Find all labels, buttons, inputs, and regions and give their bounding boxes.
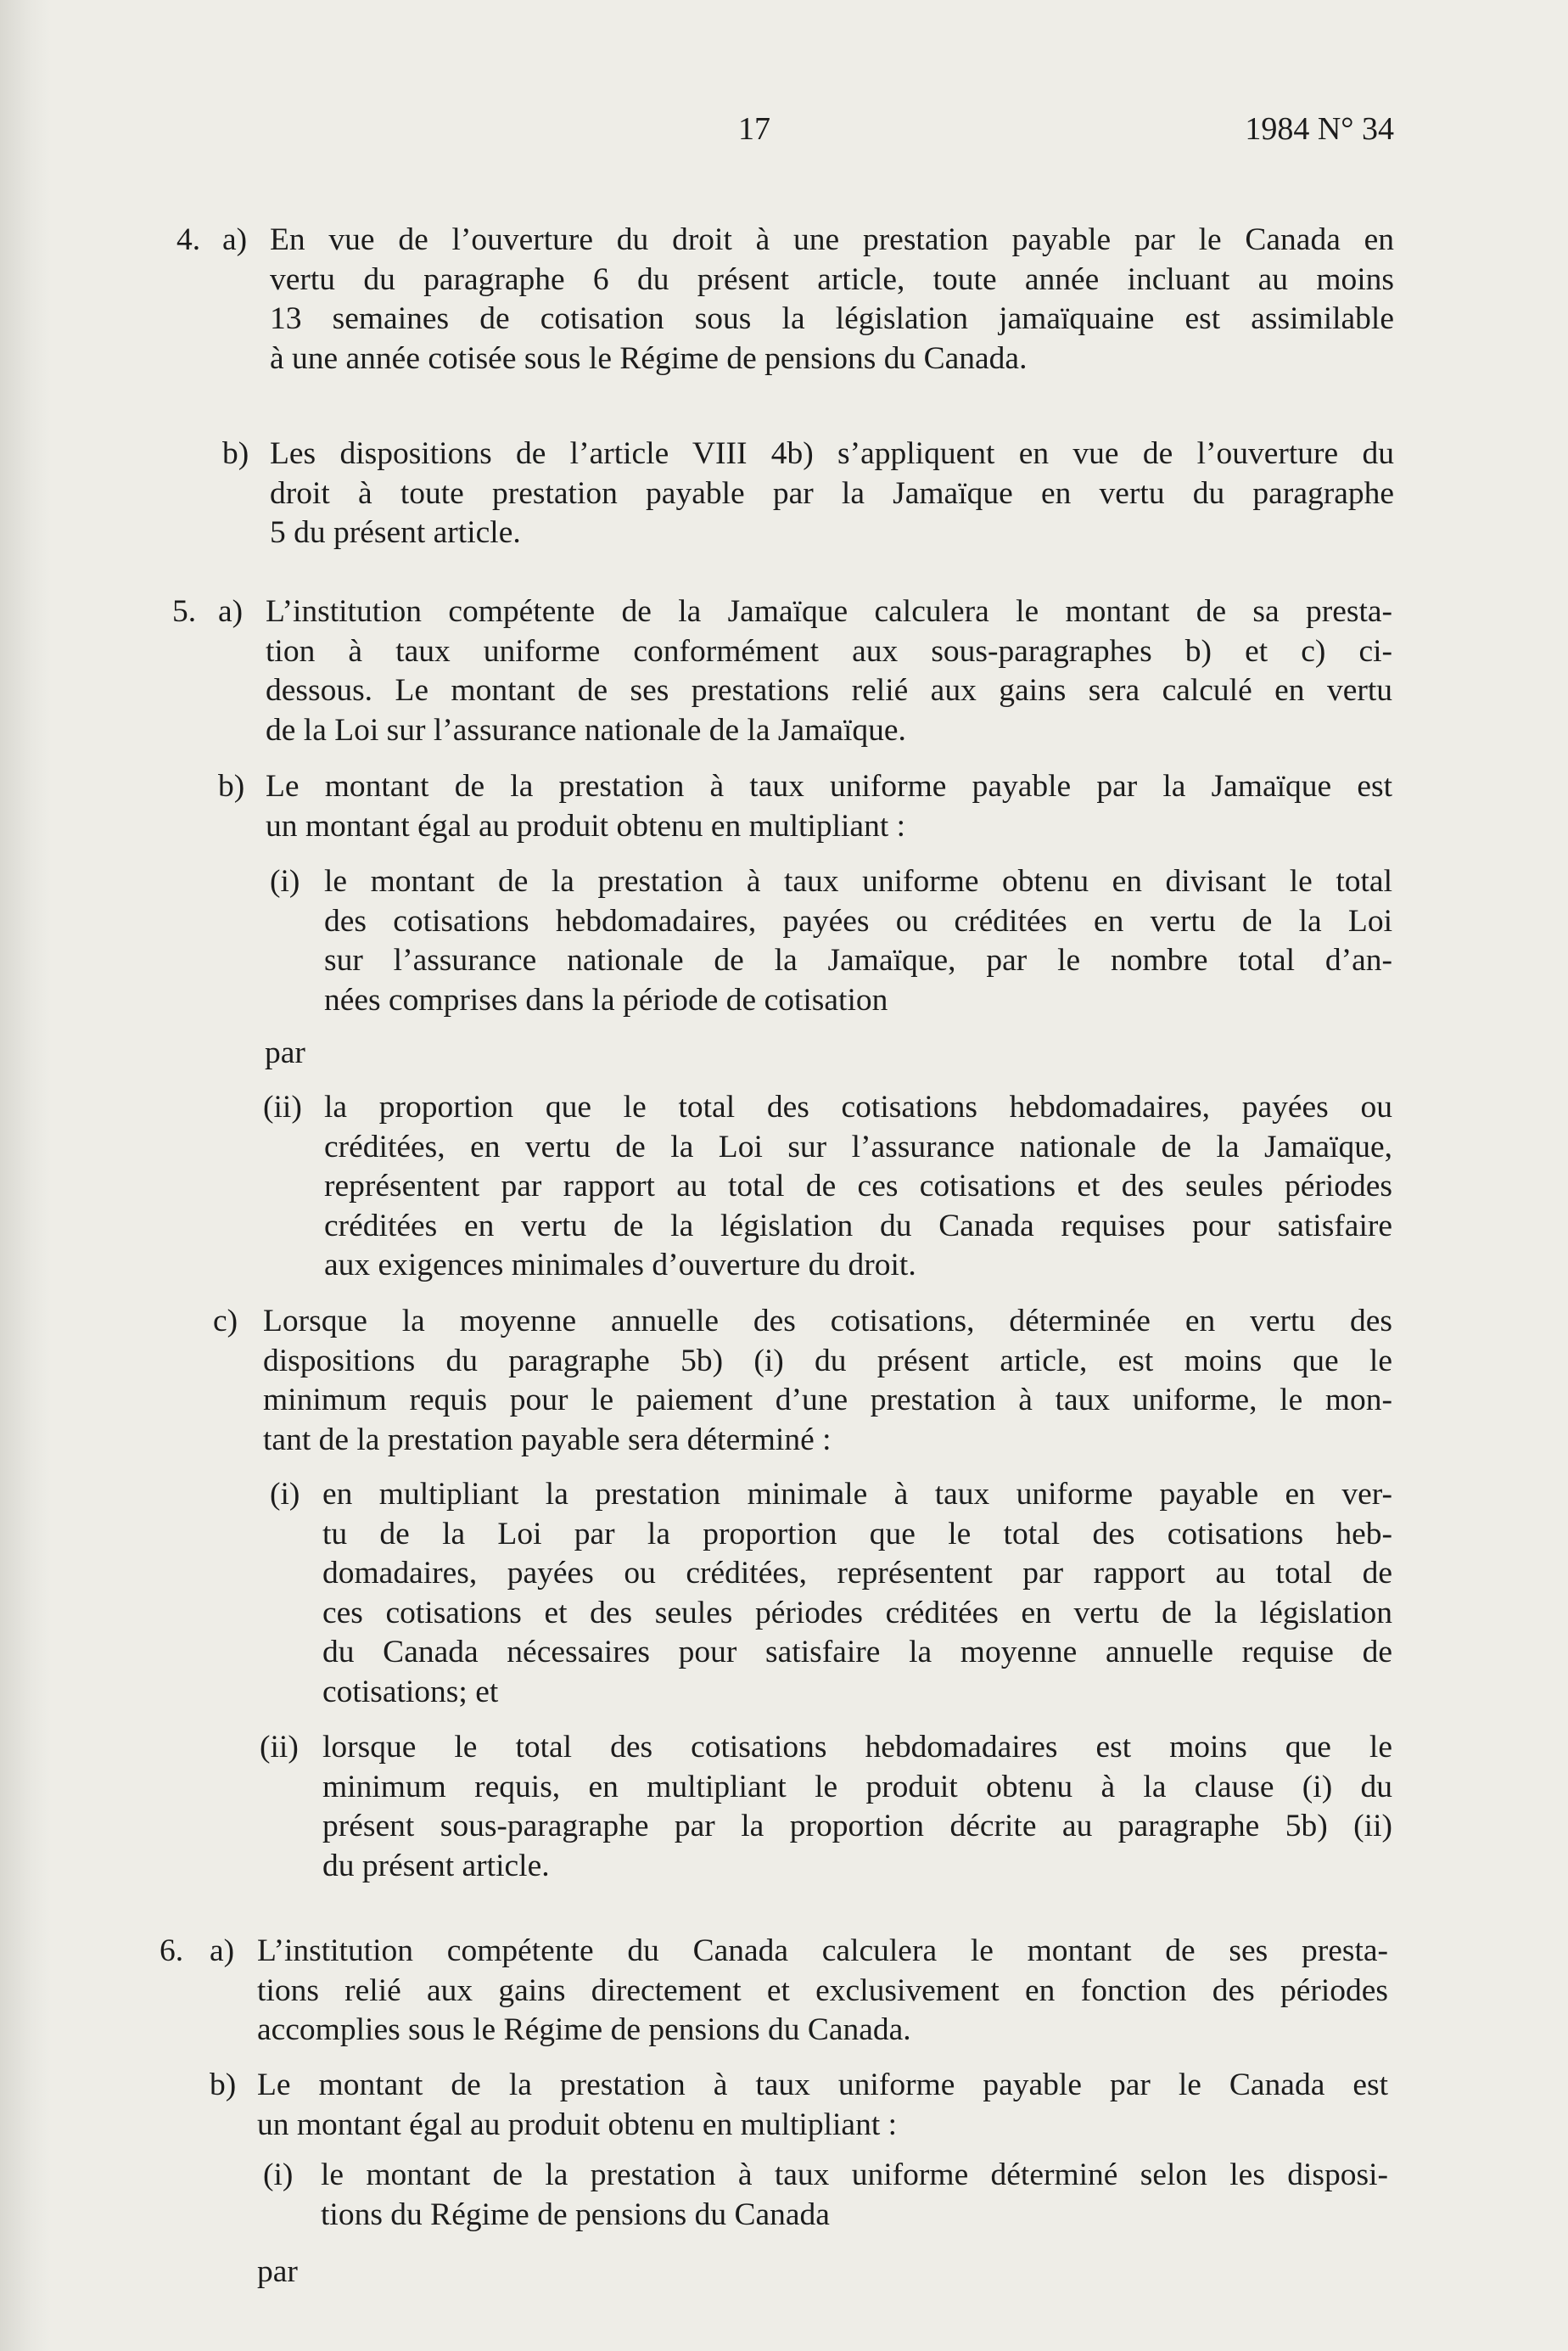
text-line: tions du Régime de pensions du Canada [321, 2197, 830, 2232]
text-line: tu de la Loi par la proportion que le total des cotisations heb- [322, 1516, 1392, 1551]
text-line: dessous. Le montant de ses prestations relié aux gains sera calculé en vertu [266, 673, 1392, 708]
text-line: minimum requis pour le paiement d’une prestation à taux uniforme, le mon- [263, 1383, 1392, 1417]
text-line: Le montant de la prestation à taux uniforme payable par la Jamaïque est [266, 769, 1392, 804]
clause-roman-5b-i: (i) [270, 864, 300, 899]
issue-number: 1984 N° 34 [1245, 111, 1394, 147]
section-number-6: 6. [160, 1933, 184, 1968]
text-line: de la Loi sur l’assurance nationale de la Jamaïque. [266, 712, 906, 748]
text-line: des cotisations hebdomadaires, payées ou créditées en vertu de la Loi [324, 903, 1392, 939]
text-line: à une année cotisée sous le Régime de pensions du Canada. [270, 340, 1028, 376]
paragraph-6a [257, 1932, 1388, 2051]
text-line: un montant égal au produit obtenu en multipliant : [266, 808, 906, 844]
connector-par: par [257, 2254, 298, 2289]
text-line: aux exigences minimales d’ouverture du droit. [324, 1248, 916, 1282]
paragraph-5c [263, 1302, 1392, 1460]
text-line: du présent article. [322, 1848, 550, 1883]
text-line: le montant de la prestation à taux uniforme déterminé selon les disposi- [321, 2157, 1388, 2192]
text-line: 5 du présent article. [270, 515, 521, 550]
text-line: du Canada nécessaires pour satisfaire la moyenne annuelle requise de [322, 1635, 1392, 1669]
subsection-letter-4a: a) [222, 222, 248, 257]
text-line: En vue de l’ouverture du droit à une prestation payable par le Canada en [270, 222, 1394, 257]
clause-5b-i [324, 862, 1392, 1020]
section-number-4: 4. [176, 222, 201, 257]
paragraph-5b [266, 767, 1392, 846]
clause-5c-i [322, 1475, 1392, 1712]
text-line: créditées en vertu de la législation du Canada requises pour satisfaire [324, 1208, 1392, 1243]
subsection-letter-5b: b) [218, 769, 245, 804]
clause-6b-i [321, 2156, 1388, 2235]
text-line: présent sous-paragraphe par la proportion décrite au paragraphe 5b) (ii) [322, 1809, 1392, 1843]
text-line: un montant égal au produit obtenu en multipliant : [257, 2107, 898, 2142]
text-line: Les dispositions de l’article VIII 4b) s’appliquent en vue de l’ouverture du [270, 436, 1394, 471]
text-line: le montant de la prestation à taux uniforme obtenu en divisant le total [324, 864, 1392, 899]
text-line: Le montant de la prestation à taux uniforme payable par le Canada est [257, 2068, 1388, 2102]
text-line: nées comprises dans la période de cotisation [324, 982, 888, 1018]
paragraph-4b [270, 435, 1394, 553]
text-line: droit à toute prestation payable par la Jamaïque en vertu du paragraphe [270, 475, 1394, 511]
text-line: la proportion que le total des cotisations hebdomadaires, payées ou [324, 1090, 1392, 1125]
text-line: accomplies sous le Régime de pensions du Canada. [257, 2012, 911, 2047]
clause-roman-6b-i: (i) [263, 2157, 294, 2192]
text-line: créditées, en vertu de la Loi sur l’assurance nationale de la Jamaïque, [324, 1129, 1392, 1164]
page-number: 17 [738, 111, 770, 147]
text-line: tion à taux uniforme conformément aux sous-paragraphes b) et c) ci- [266, 633, 1392, 669]
clause-roman-5b-ii: (ii) [263, 1090, 302, 1125]
text-line: ces cotisations et des seules périodes créditées en vertu de la législation [322, 1595, 1392, 1630]
text-line: sur l’assurance nationale de la Jamaïque, par le nombre total d’an- [324, 943, 1392, 978]
text-line: dispositions du paragraphe 5b) (i) du présent article, est moins que le [263, 1343, 1392, 1378]
text-line: tant de la prestation payable sera déterminé : [263, 1422, 832, 1457]
subsection-letter-4b: b) [222, 436, 249, 471]
clause-5b-ii [324, 1088, 1392, 1286]
clause-roman-5c-ii: (ii) [260, 1730, 299, 1765]
subsection-letter-5c: c) [213, 1304, 238, 1338]
clause-roman-5c-i: (i) [270, 1477, 300, 1512]
text-line: lorsque le total des cotisations hebdomadaires est moins que le [322, 1730, 1392, 1765]
paragraph-5a [266, 592, 1392, 750]
text-line: représentent par rapport au total de ces cotisations et des seules périodes [324, 1169, 1392, 1204]
text-line: en multipliant la prestation minimale à taux uniforme payable en ver- [322, 1477, 1392, 1512]
connector-par: par [265, 1035, 305, 1070]
text-line: 13 semaines de cotisation sous la législation jamaïquaine est assimilable [270, 301, 1394, 336]
text-line: cotisations; et [322, 1674, 499, 1709]
text-line: domadaires, payées ou créditées, représentent par rapport au total de [322, 1556, 1392, 1591]
text-line: minimum requis, en multipliant le produit obtenu à la clause (i) du [322, 1769, 1392, 1804]
subsection-letter-5a: a) [218, 594, 244, 629]
paragraph-4a [270, 221, 1394, 379]
paragraph-6b [257, 2066, 1388, 2145]
text-line: vertu du paragraphe 6 du présent article, toute année incluant au moins [270, 261, 1394, 297]
subsection-letter-6a: a) [210, 1933, 235, 1968]
clause-5c-ii [322, 1728, 1392, 1886]
text-line: tions relié aux gains directement et exclusivement en fonction des périodes [257, 1972, 1388, 2008]
subsection-letter-6b: b) [210, 2068, 237, 2102]
text-line: L’institution compétente du Canada calculera le montant de ses presta- [257, 1933, 1388, 1968]
section-number-5: 5. [172, 594, 197, 629]
text-line: L’institution compétente de la Jamaïque calculera le montant de sa presta- [266, 594, 1392, 629]
text-line: Lorsque la moyenne annuelle des cotisations, déterminée en vertu des [263, 1304, 1392, 1338]
